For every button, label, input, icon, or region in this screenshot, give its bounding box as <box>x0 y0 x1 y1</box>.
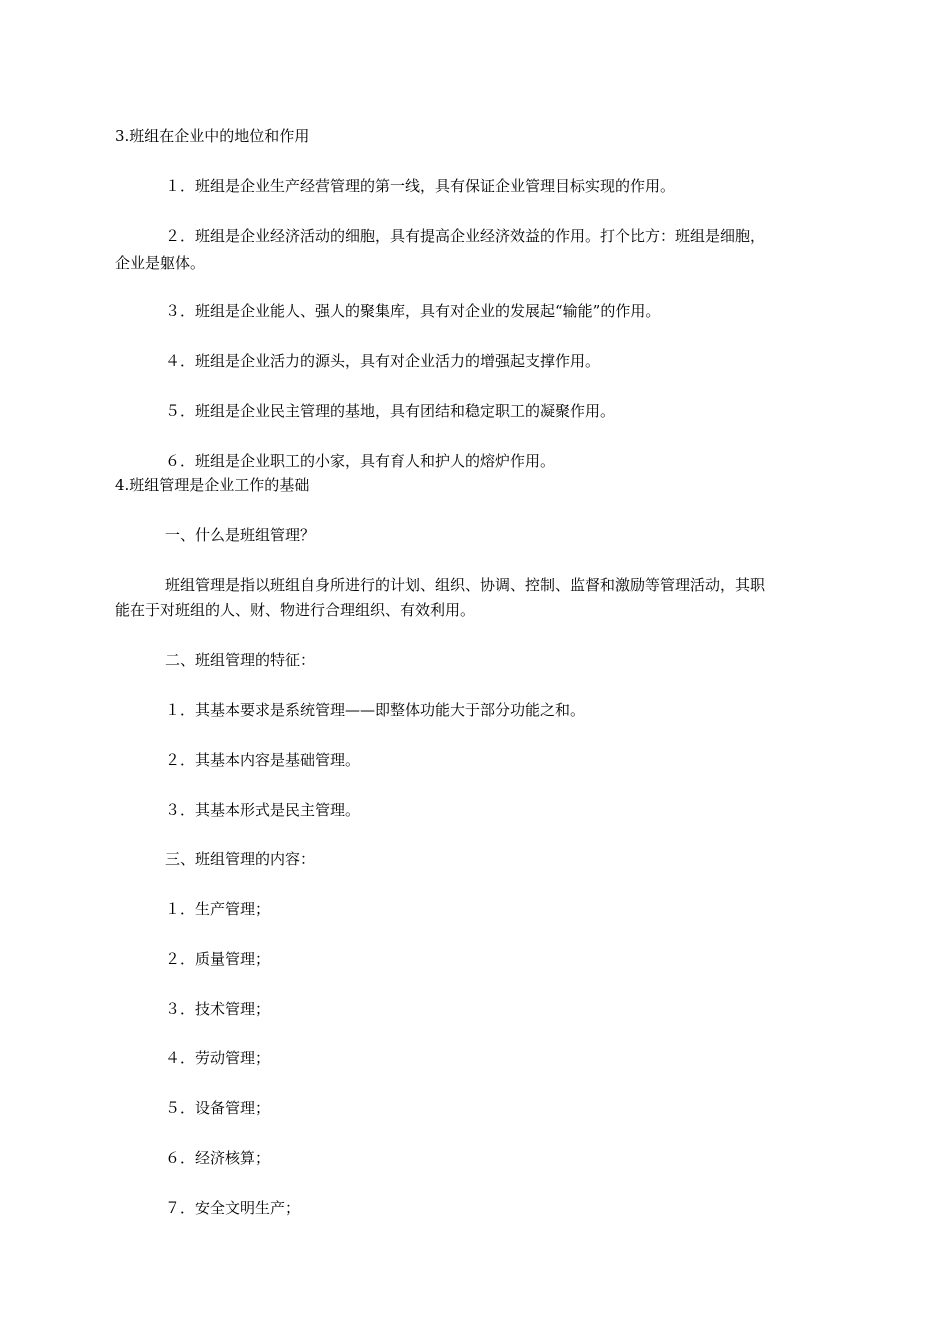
content-item-5: ５．设备管理； <box>165 1099 271 1117</box>
section3-item-1: １．班组是企业生产经营管理的第一线，具有保证企业管理目标实现的作用。 <box>165 177 676 195</box>
content-item-4: ４．劳动管理； <box>165 1049 271 1067</box>
content-item-7: ７．安全文明生产； <box>165 1199 301 1217</box>
feature-item-3: ３．其基本形式是民主管理。 <box>165 801 361 819</box>
section3-item-4: ４．班组是企业活力的源头，具有对企业活力的增强起支撑作用。 <box>165 352 601 370</box>
feature-item-2: ２．其基本内容是基础管理。 <box>165 751 361 769</box>
section3-item-2-continued: 企业是躯体。 <box>115 254 206 272</box>
section3-item-6: ６．班组是企业职工的小家，具有育人和护人的熔炉作用。 <box>165 452 556 470</box>
section4-question-3: 三、班组管理的内容： <box>165 850 316 868</box>
content-item-2: ２．质量管理； <box>165 950 271 968</box>
content-item-1: １．生产管理； <box>165 900 271 918</box>
section4-question-1: 一、什么是班组管理？ <box>165 526 316 544</box>
section3-heading: 3.班组在企业中的地位和作用 <box>115 127 310 145</box>
section4-heading: 4.班组管理是企业工作的基础 <box>115 476 310 494</box>
content-item-6: ６．经济核算； <box>165 1149 271 1167</box>
content-item-3: ３．技术管理； <box>165 1000 271 1018</box>
section3-item-5: ５．班组是企业民主管理的基地，具有团结和稳定职工的凝聚作用。 <box>165 402 616 420</box>
feature-item-1: １．其基本要求是系统管理——即整体功能大于部分功能之和。 <box>165 701 586 719</box>
section4-question-2: 二、班组管理的特征： <box>165 651 316 669</box>
definition-paragraph-line-2: 能在于对班组的人、财、物进行合理组织、有效利用。 <box>115 601 476 619</box>
section3-item-3: ３．班组是企业能人、强人的聚集库，具有对企业的发展起“输能”的作用。 <box>165 302 661 320</box>
definition-paragraph-line-1: 班组管理是指以班组自身所进行的计划、组织、协调、控制、监督和激励等管理活动，其职 <box>165 576 766 594</box>
section3-item-2: ２．班组是企业经济活动的细胞，具有提高企业经济效益的作用。打个比方：班组是细胞， <box>165 227 766 245</box>
